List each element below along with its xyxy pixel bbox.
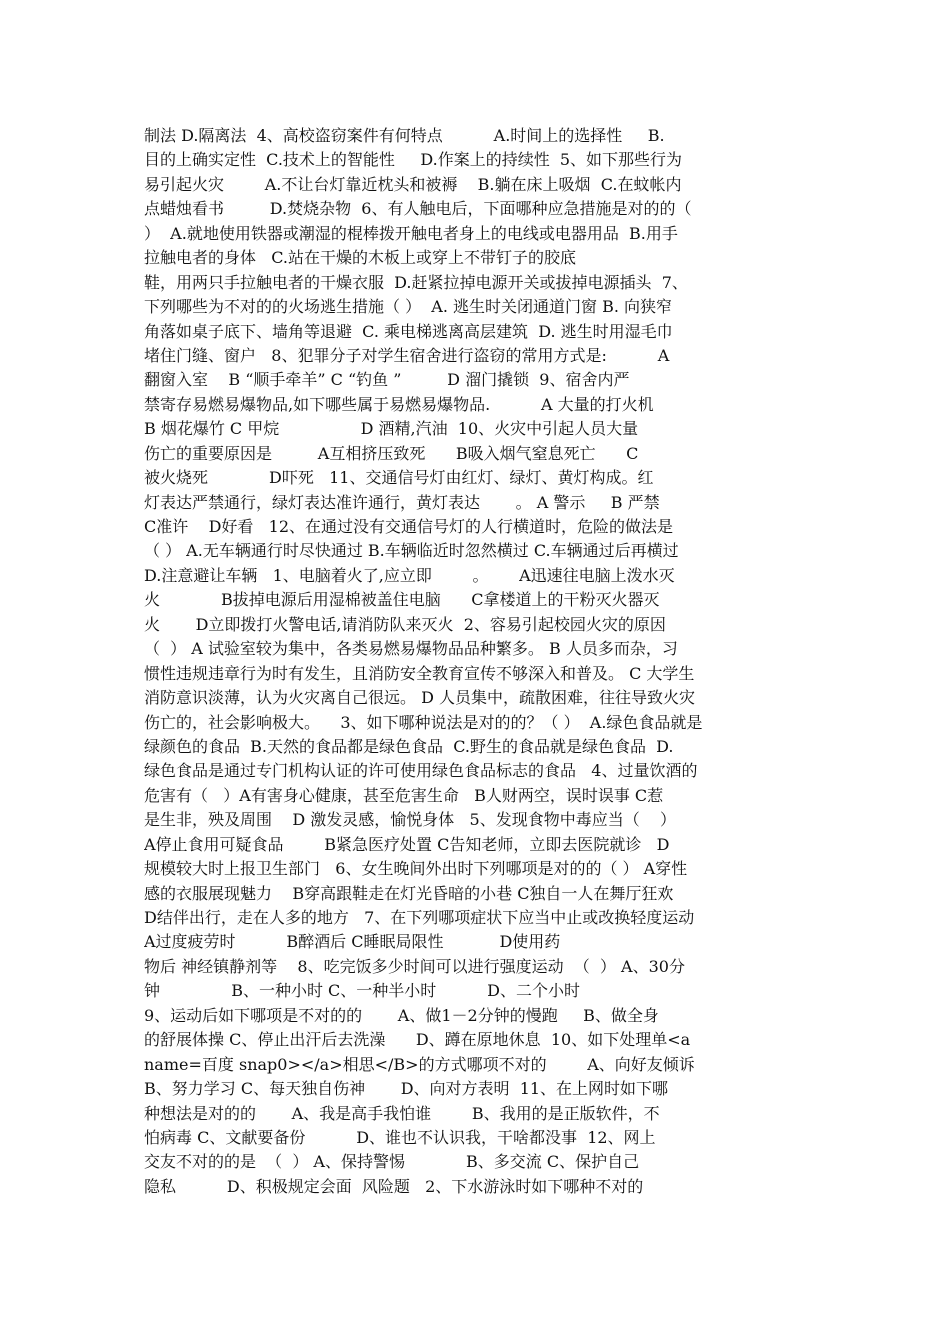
text-line: （ ） A 试验室较为集中，各类易燃易爆物品品种繁多。 B 人员多而杂，习 — [144, 639, 678, 659]
text-line: B、努力学习 C、每天独自伤神 D、向对方表明 11、在上网时如下哪 — [144, 1079, 669, 1099]
text-line: 被火烧死 D吓死 11、交通信号灯由红灯、绿灯、黄灯构成。红 — [144, 468, 654, 488]
text-line: name=百度 snap0></a>相思</B>的方式哪项不对的 A、向好友倾诉 — [144, 1054, 695, 1074]
text-line: 翻窗入室 B “顺手牵羊” C “钓鱼 ” D 溜门撬锁 9、宿舍内严 — [144, 370, 630, 390]
text-line: 消防意识淡薄，认为火灾离自己很远。 D 人员集中，疏散困难，往往导致火灾 — [144, 688, 696, 708]
text-line: D.注意避让车辆 1、电脑着火了,应立即 。 A迅速往电脑上泼水灭 — [144, 565, 675, 585]
text-line: （ ） A.无车辆通行时尽快通过 B.车辆临近时忽然横过 C.车辆通过后再横过 — [144, 541, 679, 561]
text-line: A停止食用可疑食品 B紧急医疗处置 C告知老师，立即去医院就诊 D — [144, 834, 670, 854]
text-line: 隐私 D、积极规定会面 风险题 2、下水游泳时如下哪种不对的 — [144, 1176, 644, 1196]
text-line: C准许 D好看 12、在通过没有交通信号灯的人行横道时，危险的做法是 — [144, 517, 674, 536]
text-line: 制法 D.隔离法 4、高校盗窃案件有何特点 A.时间上的选择性 B. — [144, 126, 665, 145]
text-line: 伤亡的重要原因是 A互相挤压致死 B吸入烟气窒息死亡 C — [144, 443, 639, 463]
text-line: 怕病毒 C、文献要备份 D、谁也不认识我，干啥都没事 12、网上 — [144, 1127, 656, 1147]
text-line: 鞋，用两只手拉触电者的干燥衣服 D.赶紧拉掉电源开关或拔掉电源插头 7、 — [144, 272, 688, 292]
text-line: B 烟花爆竹 C 甲烷 D 酒精,汽油 10、火灾中引起人员大量 — [144, 419, 639, 439]
text-line: 目的上确实定性 C.技术上的智能性 D.作案上的持续性 5、如下那些行为 — [144, 150, 683, 170]
text-line: 点蜡烛看书 D.焚烧杂物 6、有人触电后，下面哪种应急措施是对的的（ — [144, 199, 692, 219]
text-line: 的舒展体操 C、停止出汗后去洗澡 D、蹲在原地休息 10、如下处理单<a — [144, 1030, 691, 1050]
text-line: 堵住门缝、窗户 8、犯罪分子对学生宿舍进行盗窃的常用方式是: A — [144, 345, 670, 365]
text-line: 种想法是对的的 A、我是高手我怕谁 B、我用的是正版软件，不 — [144, 1103, 660, 1123]
text-line: 惯性违规违章行为时有发生，且消防安全教育宣传不够深入和普及。 C 大学生 — [144, 663, 695, 683]
text-line: 规模较大时上报卫生部门 6、女生晚间外出时下列哪项是对的的（ ） A穿性 — [144, 859, 688, 879]
text-line: 是生非，殃及周围 D 激发灵感，愉悦身体 5、发现食物中毒应当（ ） — [144, 810, 677, 830]
text-line: ） A.就地使用铁器或潮湿的棍棒拨开触电者身上的电线或电器用品 B.用手 — [144, 223, 678, 243]
text-line: 绿颜色的食品 B.天然的食品都是绿色食品 C.野生的食品就是绿色食品 D. — [144, 736, 674, 756]
text-line: 交友不对的的是 （ ） A、保持警惕 B、多交流 C、保护自己 — [144, 1152, 640, 1172]
text-line: D结伴出行，走在人多的地方 7、在下列哪项症状下应当中止或改换轻度运动 — [144, 908, 695, 927]
text-line: 危害有（ ）A有害身心健康，甚至危害生命 B人财两空，误时误事 C惹 — [144, 785, 664, 805]
text-line: 火 B拔掉电源后用湿棉被盖住电脑 C拿楼道上的干粉灭火器灭 — [144, 590, 660, 610]
text-line: 9、运动后如下哪项是不对的的 A、做1－2分钟的慢跑 B、做全身 — [144, 1005, 659, 1025]
text-line: 禁寄存易燃易爆物品,如下哪些属于易燃易爆物品. A 大量的打火机 — [144, 394, 654, 414]
text-line: 下列哪些为不对的的火场逃生措施（ ） A. 逃生时关闭通道门窗 B. 向狭窄 — [144, 297, 673, 317]
text-line: 拉触电者的身体 C.站在干燥的木板上或穿上不带钉子的胶底 — [144, 248, 577, 268]
text-line: 角落如桌子底下、墙角等退避 C. 乘电梯逃离高层建筑 D. 逃生时用湿毛巾 — [144, 321, 673, 341]
document-body — [144, 124, 814, 1199]
text-line: 易引起火灾 A.不让台灯靠近枕头和被褥 B.躺在床上吸烟 C.在蚊帐内 — [144, 174, 682, 194]
text-line: 绿色食品是通过专门机构认证的许可使用绿色食品标志的食品 4、过量饮酒的 — [144, 761, 698, 781]
text-line: 感的衣服展现魅力 B穿高跟鞋走在灯光昏暗的小巷 C独自一人在舞厅狂欢 — [144, 883, 674, 903]
text-line: 伤亡的，社会影响极大。 3、如下哪种说法是对的的？（ ） A.绿色食品就是 — [144, 712, 703, 732]
text-line: 钟 B、一种小时 C、一种半小时 D、二个小时 — [144, 981, 580, 1001]
text-line: 物后 神经镇静剂等 8、吃完饭多少时间可以进行强度运动 （ ） A、30分 — [144, 956, 685, 976]
text-line: 火 D立即拨打火警电话,请消防队来灭火 2、容易引起校园火灾的原因 — [144, 614, 666, 634]
text-line: 灯表达严禁通行，绿灯表达准许通行，黄灯表达 。 A 警示 B 严禁 — [144, 492, 660, 512]
text-line: A过度疲劳时 B醉酒后 C睡眠局限性 D使用药 — [144, 932, 561, 952]
